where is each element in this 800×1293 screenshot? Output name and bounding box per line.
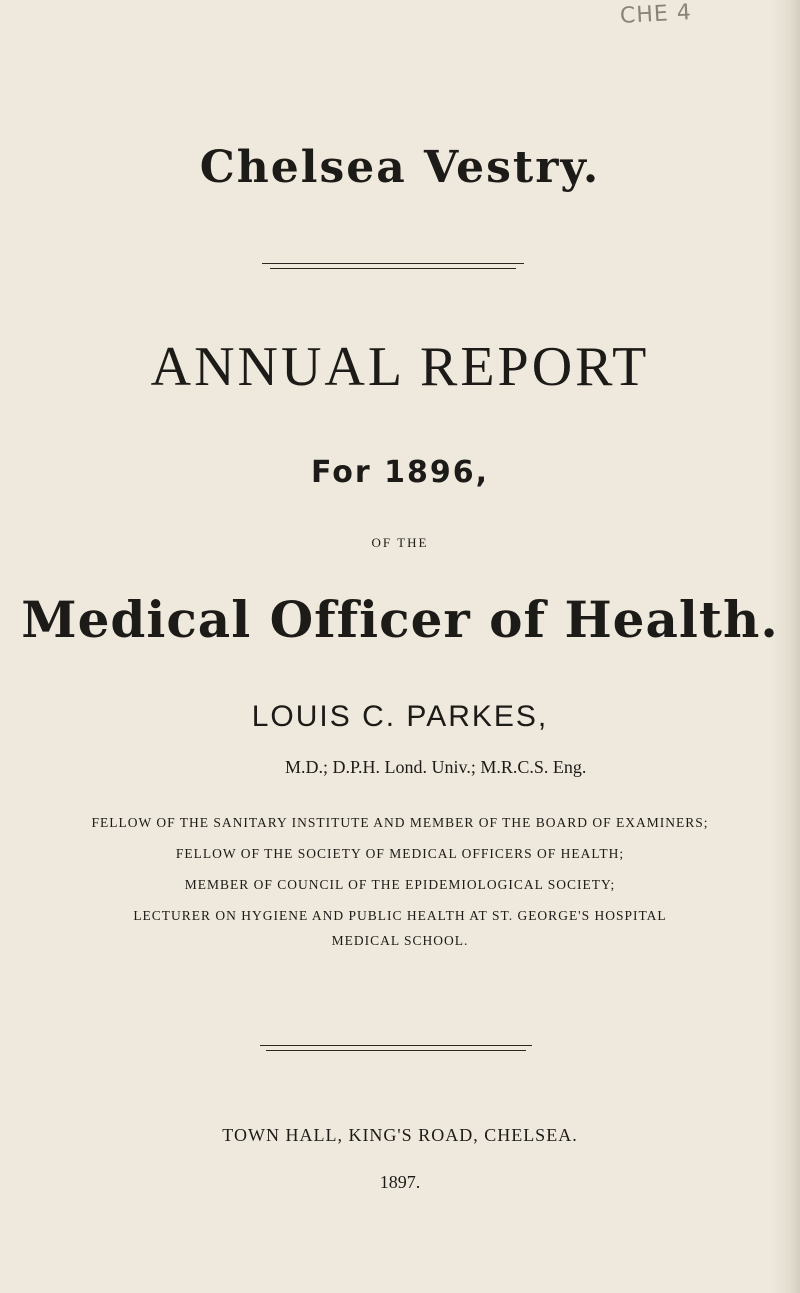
report-title: ANNUAL REPORT (150, 336, 650, 398)
credential-line: MEDICAL SCHOOL. (331, 933, 469, 948)
catalog-note: CHE 4 (619, 0, 693, 29)
author-degrees: M.D.; D.P.H. Lond. Univ.; M.R.C.S. Eng. (285, 757, 587, 777)
author-name: LOUIS C. PARKES, (251, 700, 549, 733)
publication-year: 1897. (379, 1172, 421, 1192)
credential-line: MEMBER OF COUNCIL OF THE EPIDEMIOLOGICAL SOCIETY; (184, 877, 616, 892)
credential-line: FELLOW OF THE SOCIETY OF MEDICAL OFFICERS OF HEALTH; (175, 846, 625, 861)
publisher-address: TOWN HALL, KING'S ROAD, CHELSEA. (222, 1125, 578, 1145)
credential-line: FELLOW OF THE SANITARY INSTITUTE AND MEMBER OF THE BOARD OF EXAMINERS; (91, 815, 709, 830)
top-divider-inner (270, 268, 516, 269)
of-the-label: OF THE (371, 535, 429, 550)
vestry-title: Chelsea Vestry. (199, 142, 601, 193)
credential-line: LECTURER ON HYGIENE AND PUBLIC HEALTH AT ST. GEORGE'S HOSPITAL (133, 908, 667, 923)
top-divider (262, 263, 524, 264)
bottom-divider-inner (266, 1050, 526, 1051)
report-year: For 1896, (310, 455, 490, 490)
bottom-divider (260, 1045, 532, 1046)
office-title: Medical Officer of Health. (21, 590, 779, 649)
